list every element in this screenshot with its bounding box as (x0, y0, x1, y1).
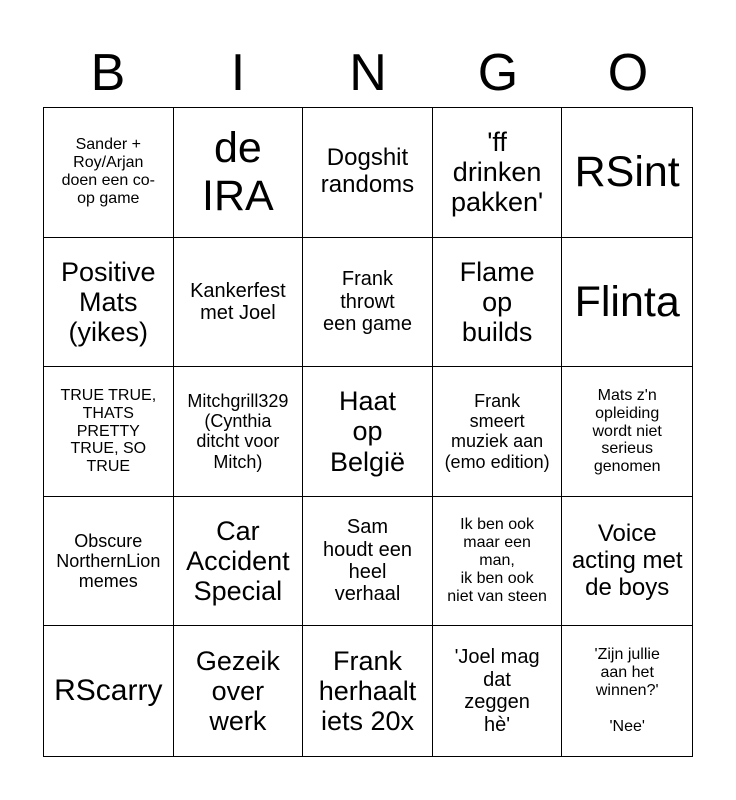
bingo-cell-r2-c5[interactable]: Flinta (562, 238, 692, 368)
bingo-cell-r3-c3[interactable]: Haat op België (303, 367, 433, 497)
bingo-cell-r1-c1[interactable]: Sander + Roy/Arjan doen een co- op game (44, 108, 174, 238)
bingo-cell-r3-c5[interactable]: Mats z'n opleiding wordt niet serieus genomen (562, 367, 692, 497)
bingo-cell-r2-c3[interactable]: Frank throwt een game (303, 238, 433, 368)
header-letter-i: I (230, 44, 246, 102)
bingo-cell-r4-c2[interactable]: Car Accident Special (174, 497, 304, 627)
bingo-cell-r5-c5[interactable]: 'Zijn jullie aan het winnen?' 'Nee' (594, 646, 660, 736)
bingo-cell-r2-c1[interactable]: Positive Mats (yikes) (44, 238, 174, 368)
bingo-cell-r2-c4[interactable]: Flame op builds (433, 238, 563, 368)
bingo-cell-r2-c2[interactable]: Kankerfest met Joel (174, 238, 304, 368)
bingo-cell-r4-c3[interactable]: Sam houdt een heel verhaal (303, 497, 433, 627)
bingo-board (43, 107, 693, 757)
header-letter-n: N (349, 44, 387, 102)
header-letter-g: G (477, 44, 519, 102)
bingo-cell-r3-c2[interactable]: Mitchgrill329 (Cynthia ditcht voor Mitch) (174, 367, 304, 497)
bingo-cell-r3-c4[interactable]: Frank smeert muziek aan (emo edition) (433, 367, 563, 497)
bingo-cell-r5-c3[interactable]: Frank herhaalt iets 20x (303, 626, 433, 756)
bingo-cell-r1-c4[interactable]: 'ff drinken pakken' (433, 108, 563, 238)
bingo-header (43, 38, 693, 108)
bingo-cell-r3-c1[interactable]: TRUE TRUE, THATS PRETTY TRUE, SO TRUE (44, 367, 174, 497)
bingo-cell-r5-c2[interactable]: Gezeik over werk (174, 626, 304, 756)
header-letter-o: O (607, 44, 649, 102)
bingo-cell-r4-c4[interactable]: Ik ben ook maar een man, ik ben ook niet van steen (433, 497, 563, 627)
bingo-cell-r1-c5[interactable]: RSint (562, 108, 692, 238)
header-letter-b: B (90, 44, 126, 102)
bingo-cell-r5-c1[interactable]: RScarry (44, 626, 174, 756)
bingo-cell-r4-c5[interactable]: Voice acting met de boys (562, 497, 692, 627)
bingo-cell-r1-c3[interactable]: Dogshit randoms (303, 108, 433, 238)
bingo-cell-r1-c2[interactable]: de IRA (174, 108, 304, 238)
bingo-cell-r5-c4[interactable]: 'Joel mag dat zeggen hè' (433, 626, 563, 756)
bingo-cell-r4-c1[interactable]: Obscure NorthernLion memes (44, 497, 174, 627)
